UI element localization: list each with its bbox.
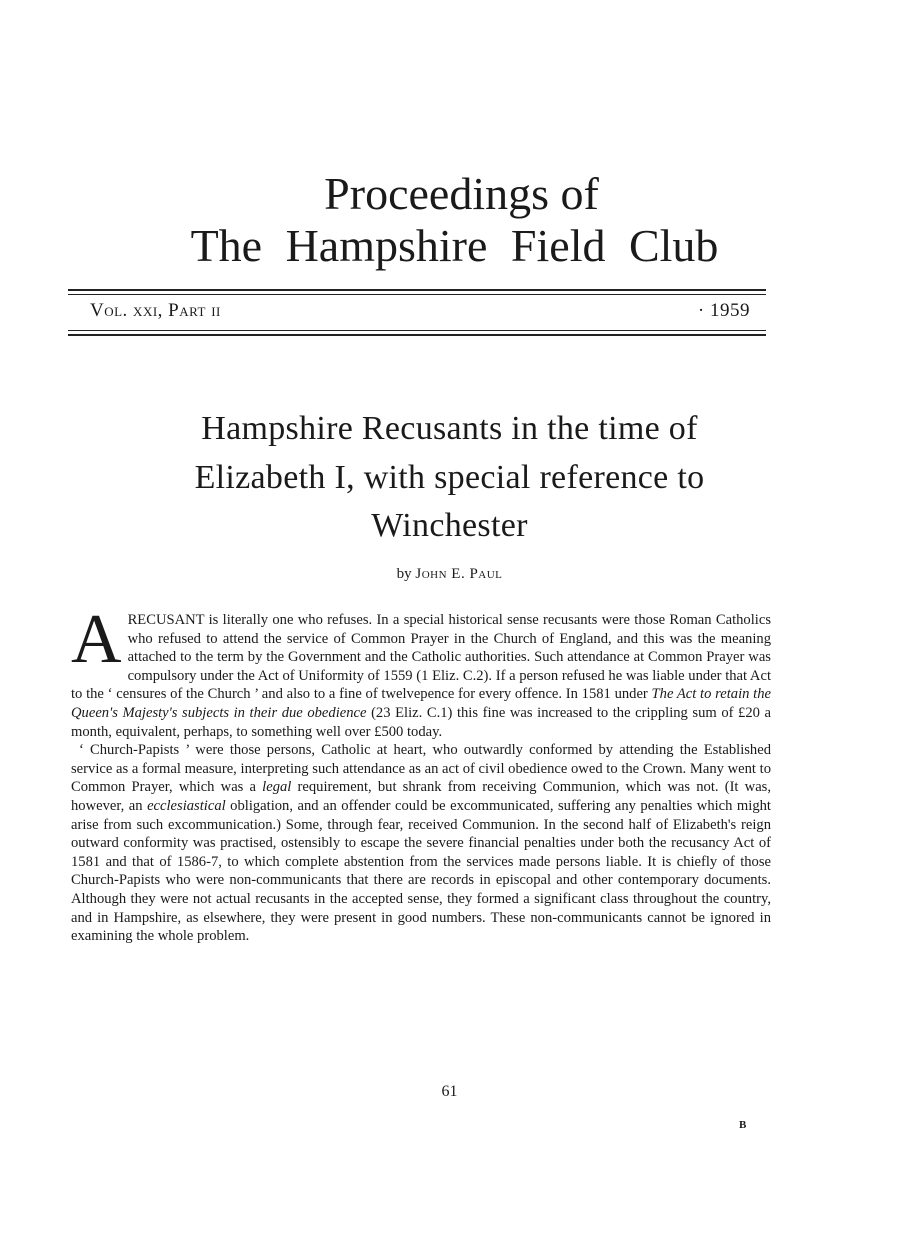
header-rule-top-thin: [68, 294, 766, 295]
act-title: The Act to retain the Queen's Majesty's subjects in their due obedience: [71, 686, 771, 721]
signature-mark: B: [739, 1119, 747, 1131]
volume-label: Vol. xxi, Part ii: [90, 300, 221, 321]
byline: [0, 566, 899, 583]
page-number: 61: [441, 1083, 458, 1100]
article-title-line-2: Elizabeth I, with special reference to: [194, 459, 705, 496]
paragraph-2: [71, 741, 771, 946]
journal-title-line-1: Proceedings of: [324, 168, 599, 219]
emphasis-legal: legal: [262, 779, 292, 796]
drop-cap: A: [71, 601, 122, 678]
paragraph-2-text-c: obligation, and an offender could be excommunicated, suffering any penalties which might arise from such excommunication.) Some, through fear, received Communion. In the second half of Elizabeth's reign outward conformity was practised, ostensibly to escape the severe financial penalties under both the recusancy Act of 1581 and that of 1586-7, to which complete abstention from the services made persons liable. It is chiefly of those Church-Papists who were non-communicants that there are records in episcopal and other contemporary documents. Although they were not actual recusants in the accepted sense, they formed a significant class throughout the country, and in Hampshire, as elsewhere, they were present in good numbers. These non-communicants cannot be ignored in examining the whole problem.: [71, 797, 771, 945]
header-rule-bottom-thin: [68, 330, 766, 331]
paragraph-2-text-a: ‘ Church-Papists ’ were those persons, Catholic at heart, who outwardly conformed by attending the Established service as a formal measure, interpreting such attendance as an act of civil obedience owed to the Crown. Many went to Common Prayer, which was a: [71, 742, 771, 796]
journal-title-line-2: The Hampshire Field Club: [190, 220, 719, 271]
article-title-line-1: Hampshire Recusants in the time of: [201, 410, 698, 447]
header-rule-bottom: [68, 334, 766, 336]
paragraph-1-text-a: RECUSANT is literally one who refuses. In a special historical sense recusants were those Roman Catholics who refused to attend the service of Common Prayer in the Church of England, and this was the meaning attached to the term by the Government and the Catholic authorities. Such attendance at Common Prayer was compulsory under the Act of Uniformity of 1559 (1 Eliz. C.2). If a person refused he was liable under that Act to the ‘ censures of the Church ’ and also to a fine of twelvepence for every offence. In 1581 under: [71, 612, 771, 703]
paragraph-2-text-b: requirement, but shrank from receiving Communion, which was not. (It was, however, an: [71, 779, 771, 814]
article-body: [71, 601, 771, 946]
volume-year: · 1959: [697, 300, 750, 321]
paragraph-1-text-b: (23 Eliz. C.1) this fine was increased to the crippling sum of £20 a month, equivalent, perhaps, to something well over £500 today.: [71, 704, 771, 740]
author-name: John E. Paul: [415, 566, 503, 582]
header-rule-top: [68, 289, 766, 291]
article-title-line-3: Winchester: [371, 507, 528, 544]
byline-prefix: by: [396, 566, 412, 582]
paragraph-1: [71, 601, 771, 741]
emphasis-ecclesiastical: ecclesiastical: [147, 797, 226, 814]
volume-line: [90, 300, 750, 322]
